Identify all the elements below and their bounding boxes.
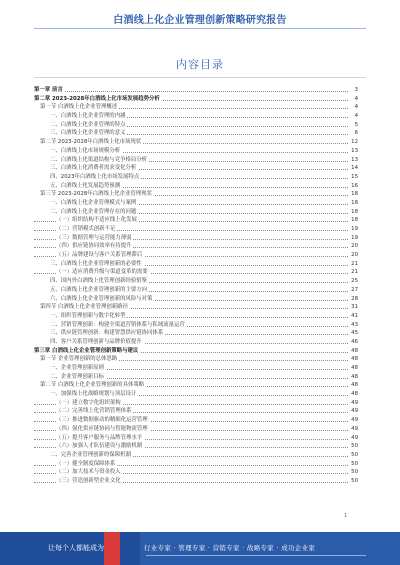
toc-entry-label: 第四节 白酒线上化企业管理创新路径 <box>40 304 128 311</box>
toc-entry[interactable] <box>34 347 358 356</box>
toc-entry-page: 50 <box>348 460 358 469</box>
toc-entry[interactable] <box>34 295 358 304</box>
toc-entry-page: 50 <box>348 468 358 477</box>
toc-entry-label: 第一章 前言 <box>34 87 63 93</box>
toc-entry[interactable] <box>34 312 358 321</box>
toc-entry-label: 四、国内外白酒线上化管理创新经验借鉴 <box>50 278 148 285</box>
toc-entry[interactable] <box>34 182 358 191</box>
toc-entry[interactable] <box>34 156 358 165</box>
toc-entry-label: 一、企业管理创新原则 <box>50 365 104 371</box>
toc-entry-page: 50 <box>348 477 358 486</box>
toc-entry-label: 第二节 2023-2028年白酒线上化市场现状 <box>40 139 142 146</box>
toc-entry-label: 五、白酒线上化发展趋势预测 <box>50 182 121 189</box>
toc-entry-label: 一、白酒线上化市场规模分析 <box>50 147 121 154</box>
toc-entry-label: （三）营造创新型企业文化 <box>56 477 121 484</box>
toc-entry-page: 4 <box>348 103 358 112</box>
footer-tagline: 行业专家 · 管理专家 · 营销专家 · 战略专家 · 成功企业家 <box>144 544 316 552</box>
toc-entry-label: 一、白酒线上化企业管理模式与案例 <box>50 199 137 206</box>
toc-entry-label: 一、白酒线上化企业管理的内涵 <box>50 113 126 120</box>
toc-entry[interactable] <box>34 373 358 382</box>
toc-entry-label: （二）营销模式创新不足 <box>56 226 116 232</box>
toc-entry[interactable] <box>34 390 358 399</box>
toc-entry-page: 20 <box>348 251 358 260</box>
toc-entry-label: （六）加强人才队伍建设与激励机制 <box>56 443 143 450</box>
footer-underline <box>146 555 366 556</box>
toc-entry-label: （五）品牌建设与客户关系管理滞后 <box>56 252 143 259</box>
toc-entry[interactable] <box>34 329 358 338</box>
toc-entry-page: 6 <box>348 129 358 138</box>
toc-entry[interactable] <box>34 460 358 469</box>
toc-entry[interactable] <box>34 321 358 330</box>
toc-entry-label: （四）供应链协同效率有待提升 <box>56 243 132 250</box>
toc-entry-label: 二、白酒线上化企业管理的特点 <box>50 121 126 128</box>
toc-entry[interactable] <box>34 242 358 251</box>
toc-entry-page: 3 <box>348 86 358 95</box>
toc-entry-page: 48 <box>348 373 358 382</box>
toc-entry-label: 二、白酒线上化企业管理存在的问题 <box>50 208 137 215</box>
toc-entry-page: 21 <box>348 268 358 277</box>
toc-entry[interactable] <box>34 425 358 434</box>
toc-entry-page: 4 <box>348 95 358 104</box>
toc-entry-page: 45 <box>348 329 358 338</box>
toc-entry[interactable] <box>34 303 358 312</box>
toc-entry-page: 21 <box>348 260 358 269</box>
toc-entry[interactable] <box>34 86 358 95</box>
toc-entry-page: 50 <box>348 442 358 451</box>
toc-entry[interactable] <box>34 399 358 408</box>
toc-entry[interactable] <box>34 434 358 443</box>
toc-entry-label: 第二章 2023-2028年白酒线上化市场发展趋势分析 <box>34 95 160 102</box>
toc-entry[interactable] <box>34 355 358 364</box>
table-of-contents <box>34 86 358 486</box>
toc-entry-label: 第三节 2023-2028年白酒线上化企业管理现状 <box>40 191 152 198</box>
toc-entry-label: （三）推进数据驱动的精细化运营管理 <box>56 417 148 424</box>
toc-entry[interactable] <box>34 147 358 156</box>
toc-entry-label: 二、完善企业管理创新的保障机制 <box>50 451 131 458</box>
toc-entry-page: 5 <box>348 121 358 130</box>
toc-entry-page: 49 <box>348 416 358 425</box>
toc-entry-page: 19 <box>348 225 358 234</box>
toc-entry[interactable] <box>34 338 358 347</box>
toc-entry[interactable] <box>34 286 358 295</box>
toc-entry[interactable] <box>34 277 358 286</box>
toc-entry-page: 49 <box>348 407 358 416</box>
toc-entry-label: （一）健全制度保障体系 <box>56 460 116 467</box>
toc-entry-label: 三、白酒线上化企业管理的意义 <box>50 130 126 137</box>
toc-entry[interactable] <box>34 451 358 460</box>
toc-entry[interactable] <box>34 234 358 243</box>
toc-entry[interactable] <box>34 112 358 121</box>
toc-entry-label: 一、组织管理创新与数字化转型 <box>50 312 126 319</box>
toc-entry-page: 4 <box>348 112 358 121</box>
toc-entry-page: 25 <box>348 277 358 286</box>
footer-slogan: 让每个人都能成为 <box>48 544 104 552</box>
toc-entry[interactable] <box>34 416 358 425</box>
toc-entry-label: 三、供应链管理创新：构建智慧供应链协同体系 <box>50 330 164 337</box>
report-title: 白酒线上化企业管理创新策略研究报告 <box>113 15 287 26</box>
toc-entry-page: 16 <box>348 182 358 191</box>
toc-entry[interactable] <box>34 407 358 416</box>
toc-entry-page: 27 <box>348 286 358 295</box>
toc-entry-page: 20 <box>348 242 358 251</box>
toc-entry[interactable] <box>34 95 358 104</box>
toc-entry-label: 六、白酒线上化企业管理创新的风险与对策 <box>50 295 153 302</box>
toc-entry-page: 48 <box>348 355 358 364</box>
toc-entry-label: （一）组织结构不适应线上化发展 <box>56 217 137 224</box>
toc-entry-label: （一）建立数字化组织架构 <box>56 399 121 406</box>
toc-entry-label: 四、客户关系管理创新与品牌价值提升 <box>50 338 142 345</box>
footer-banner <box>0 532 400 565</box>
toc-entry-label: （五）提升客户服务与品牌管理水平 <box>56 434 143 441</box>
toc-divider <box>34 77 366 78</box>
toc-entry-page: 19 <box>348 234 358 243</box>
toc-entry-page: 13 <box>348 147 358 156</box>
toc-entry[interactable] <box>34 121 358 130</box>
toc-entry-page: 48 <box>348 364 358 373</box>
toc-entry[interactable] <box>34 103 358 112</box>
toc-entry[interactable] <box>34 364 358 373</box>
toc-entry-page: 14 <box>348 164 358 173</box>
header-divider <box>34 28 366 29</box>
toc-leader-dots <box>34 91 348 92</box>
toc-entry[interactable] <box>34 164 358 173</box>
toc-entry-label: 三、白酒线上化消费者需求变化分析 <box>50 165 137 172</box>
toc-entry-page: 18 <box>348 190 358 199</box>
toc-entry-page: 49 <box>348 434 358 443</box>
toc-entry[interactable] <box>34 138 358 147</box>
toc-entry-label: 二、白酒线上化渠道结构与竞争格局分析 <box>50 156 148 163</box>
toc-entry-label: 二、企业管理创新目标 <box>50 373 104 380</box>
toc-entry-label: （二）完善线上化营销管理体系 <box>56 408 132 415</box>
toc-entry-page: 43 <box>348 321 358 330</box>
toc-entry-page: 18 <box>348 208 358 217</box>
toc-heading: 内容目录 <box>176 58 224 71</box>
toc-entry-page: 18 <box>348 199 358 208</box>
toc-entry-label: 五、白酒线上化企业管理创新的主要方向 <box>50 286 148 293</box>
toc-entry[interactable] <box>34 173 358 182</box>
toc-entry[interactable] <box>34 199 358 208</box>
toc-entry[interactable] <box>34 260 358 269</box>
toc-entry-label: 一、加强线上化战略规划与顶层设计 <box>50 391 137 398</box>
toc-entry-page: 50 <box>348 451 358 460</box>
toc-entry[interactable] <box>34 477 358 486</box>
toc-entry[interactable] <box>34 268 358 277</box>
toc-entry-page: 18 <box>348 216 358 225</box>
toc-entry-label: 三、白酒线上化企业管理创新的必要性 <box>50 260 142 267</box>
toc-entry-page: 49 <box>348 399 358 408</box>
toc-entry[interactable] <box>34 442 358 451</box>
toc-entry-page: 48 <box>348 390 358 399</box>
toc-entry-page: 13 <box>348 156 358 165</box>
toc-entry-label: （四）强化供应链协同与智能物流管理 <box>56 425 148 432</box>
toc-entry-page: 15 <box>348 173 358 182</box>
toc-entry[interactable] <box>34 251 358 260</box>
toc-entry-label: （三）数据管理与运营能力薄弱 <box>56 234 132 241</box>
toc-entry[interactable] <box>34 190 358 199</box>
page-number: 1 <box>344 513 348 519</box>
footer-red-accent <box>104 532 120 565</box>
toc-entry[interactable] <box>34 208 358 217</box>
toc-entry-page: 48 <box>348 347 358 356</box>
toc-entry-label: 四、2023年白酒线上化市场发展特点 <box>50 173 140 180</box>
toc-entry-label: （二）加大技术与资金投入 <box>56 469 121 476</box>
report-header <box>0 0 400 36</box>
toc-entry-label: 第一节 企业管理创新的总体思路 <box>40 356 118 363</box>
toc-entry-page: 28 <box>348 295 358 304</box>
toc-entry-page: 46 <box>348 338 358 347</box>
toc-entry-page: 12 <box>348 138 358 147</box>
toc-entry[interactable] <box>34 225 358 234</box>
toc-entry-label: 第一节 白酒线上化企业管理概述 <box>40 104 118 111</box>
toc-entry-page: 48 <box>348 381 358 390</box>
toc-entry-label: （一）适应消费升级与渠道变革的需要 <box>56 269 148 276</box>
toc-entry-page: 41 <box>348 312 358 321</box>
toc-entry[interactable] <box>34 381 358 390</box>
toc-entry-label: 第三章 白酒线上化企业管理创新策略与建议 <box>34 347 139 354</box>
toc-entry-label: 第二节 白酒线上化企业管理创新的具体策略 <box>40 382 145 389</box>
toc-entry-page: 31 <box>348 303 358 312</box>
toc-entry[interactable] <box>34 129 358 138</box>
toc-entry[interactable] <box>34 216 358 225</box>
toc-entry-label: 二、营销管理创新：构建全渠道营销体系与私域流量运营 <box>50 321 185 328</box>
toc-entry-page: 49 <box>348 425 358 434</box>
toc-entry[interactable] <box>34 468 358 477</box>
